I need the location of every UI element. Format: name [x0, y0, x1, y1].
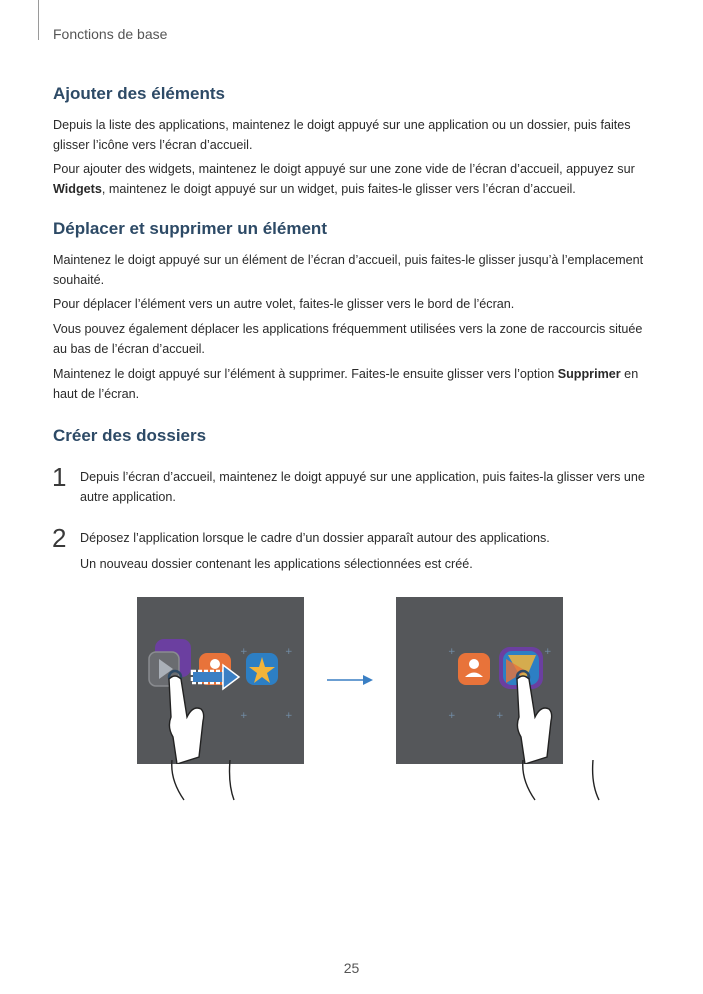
step-2-note: Un nouveau dossier contenant les applications sélectionnées est créé.	[80, 557, 473, 571]
svg-text:+: +	[285, 647, 293, 657]
svg-text:+: +	[240, 647, 248, 657]
svg-text:+: +	[448, 647, 456, 657]
section-title-move: Déplacer et supprimer un élément	[53, 219, 327, 238]
svg-text:+: +	[285, 711, 293, 721]
hand-icon	[169, 671, 204, 764]
page-number: 25	[343, 960, 360, 976]
section-title-add: Ajouter des éléments	[53, 84, 225, 103]
step-number-2: 2	[52, 523, 67, 553]
transition-arrow-icon	[327, 672, 375, 688]
step-number-1: 1	[52, 462, 67, 492]
add-paragraph-2: Pour ajouter des widgets, maintenez le doigt appuyé sur une zone vide de l’écran d’accueil, appuyez sur Widgets, maintenez le doigt appuyé sur un widget, puis faites-le glisser vers l’écran d’accueil.	[53, 162, 635, 196]
widgets-term: Widgets	[53, 182, 102, 196]
before-screen-illustration	[137, 597, 304, 764]
svg-text:+: +	[544, 647, 552, 657]
svg-text:+: +	[240, 711, 248, 721]
gallery-icon	[246, 653, 278, 685]
add-paragraph-1: Depuis la liste des applications, maintenez le doigt appuyé sur une application ou un dossier, puis faites glisser l’icône vers l’écran d’accueil.	[53, 118, 631, 152]
svg-text:+: +	[496, 711, 504, 721]
after-screen-panel	[396, 597, 563, 764]
move-paragraph-4: Maintenez le doigt appuyé sur l’élément à supprimer. Faites-le ensuite glisser vers l’option Supprimer en haut de l’écran.	[53, 367, 639, 401]
move-paragraph-1: Maintenez le doigt appuyé sur un élément de l’écran d’accueil, puis faites-le glisser jusqu’à l’emplacement souhaité.	[53, 253, 644, 287]
step-text-2: Déposez l’application lorsque le cadre d’un dossier apparaît autour des applications.	[80, 531, 550, 545]
before-screen-panel	[137, 597, 304, 764]
header-rule	[38, 0, 39, 40]
svg-text:+: +	[448, 711, 456, 721]
after-screen-illustration	[396, 597, 563, 764]
section-title-folders: Créer des dossiers	[53, 426, 207, 445]
move-paragraph-2: Pour déplacer l’élément vers un autre volet, faites-le glisser vers le bord de l’écran.	[53, 297, 515, 311]
after-hand-extension	[515, 760, 605, 802]
supprimer-term: Supprimer	[557, 367, 621, 381]
move-paragraph-3: Vous pouvez également déplacer les applications fréquemment utilisées vers la zone de raccourcis située au bas de l’écran d’accueil.	[53, 322, 643, 356]
running-header: Fonctions de base	[53, 26, 168, 42]
contacts-icon	[458, 653, 490, 685]
before-hand-extension	[160, 760, 240, 802]
step-text-1: Depuis l’écran d’accueil, maintenez le doigt appuyé sur une application, puis faites-la glisser vers une autre application.	[80, 470, 645, 504]
